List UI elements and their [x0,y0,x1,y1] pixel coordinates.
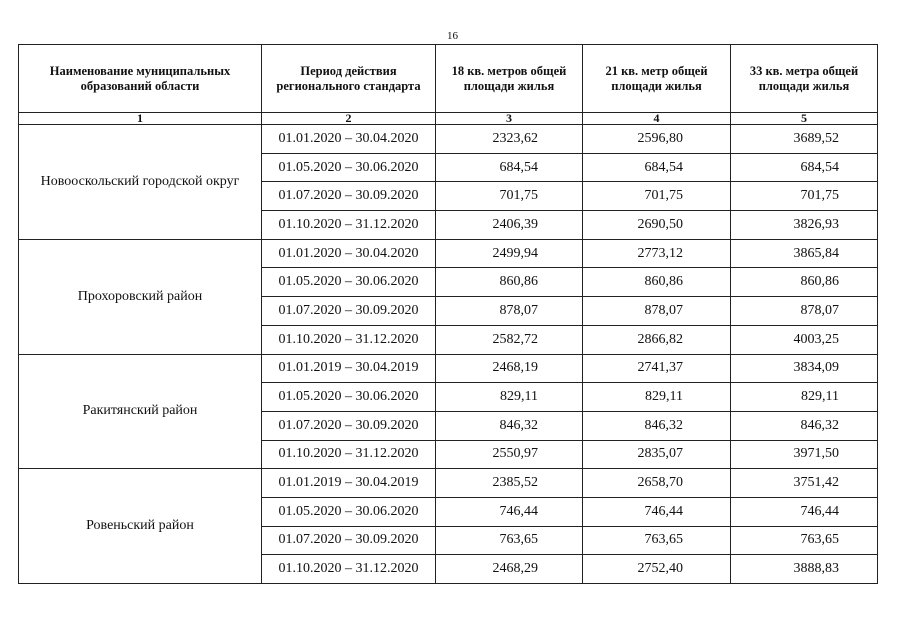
value-21sqm: 2866,82 [583,325,731,354]
value-18sqm: 829,11 [436,383,583,412]
value-33sqm: 3751,42 [731,469,878,498]
header-municipality: Наименование муниципальных образований области [19,45,262,113]
value-18sqm: 2323,62 [436,125,583,154]
column-number: 4 [583,113,731,125]
period-cell: 01.07.2020 – 30.09.2020 [262,411,436,440]
value-18sqm: 2582,72 [436,325,583,354]
period-cell: 01.05.2020 – 30.06.2020 [262,497,436,526]
page-number: 16 [447,30,458,42]
value-18sqm: 763,65 [436,526,583,555]
value-33sqm: 3971,50 [731,440,878,469]
column-number-row [19,113,878,125]
period-cell: 01.07.2020 – 30.09.2020 [262,182,436,211]
value-33sqm: 3689,52 [731,125,878,154]
header-21sqm: 21 кв. метр общей площади жилья [583,45,731,113]
municipality-name: Новооскольский городской округ [19,125,262,240]
table-row [19,469,878,498]
value-21sqm: 860,86 [583,268,731,297]
column-number: 2 [262,113,436,125]
header-period: Период действия регионального стандарта [262,45,436,113]
value-18sqm: 2406,39 [436,211,583,240]
value-21sqm: 684,54 [583,153,731,182]
value-21sqm: 746,44 [583,497,731,526]
value-18sqm: 2499,94 [436,239,583,268]
value-21sqm: 2835,07 [583,440,731,469]
period-cell: 01.10.2020 – 31.12.2020 [262,555,436,584]
period-cell: 01.07.2020 – 30.09.2020 [262,526,436,555]
period-cell: 01.05.2020 – 30.06.2020 [262,383,436,412]
value-18sqm: 684,54 [436,153,583,182]
value-18sqm: 860,86 [436,268,583,297]
value-33sqm: 860,86 [731,268,878,297]
value-33sqm: 3834,09 [731,354,878,383]
period-cell: 01.10.2020 – 31.12.2020 [262,325,436,354]
municipality-name: Ракитянский район [19,354,262,469]
period-cell: 01.10.2020 – 31.12.2020 [262,440,436,469]
period-cell: 01.07.2020 – 30.09.2020 [262,297,436,326]
header-18sqm: 18 кв. метров общей площади жилья [436,45,583,113]
value-21sqm: 2773,12 [583,239,731,268]
table-row [19,239,878,268]
value-18sqm: 2468,29 [436,555,583,584]
value-33sqm: 763,65 [731,526,878,555]
value-21sqm: 763,65 [583,526,731,555]
period-cell: 01.01.2019 – 30.04.2019 [262,354,436,383]
value-21sqm: 2658,70 [583,469,731,498]
value-21sqm: 846,32 [583,411,731,440]
value-33sqm: 878,07 [731,297,878,326]
housing-standard-table [18,44,878,584]
value-21sqm: 2752,40 [583,555,731,584]
value-33sqm: 4003,25 [731,325,878,354]
value-21sqm: 878,07 [583,297,731,326]
value-21sqm: 829,11 [583,383,731,412]
value-33sqm: 701,75 [731,182,878,211]
period-cell: 01.10.2020 – 31.12.2020 [262,211,436,240]
value-33sqm: 684,54 [731,153,878,182]
period-cell: 01.05.2020 – 30.06.2020 [262,153,436,182]
value-18sqm: 2385,52 [436,469,583,498]
header-row [19,45,878,113]
value-18sqm: 746,44 [436,497,583,526]
municipality-name: Прохоровский район [19,239,262,354]
column-number: 5 [731,113,878,125]
period-cell: 01.01.2020 – 30.04.2020 [262,239,436,268]
value-18sqm: 2550,97 [436,440,583,469]
value-33sqm: 3826,93 [731,211,878,240]
period-cell: 01.01.2020 – 30.04.2020 [262,125,436,154]
value-21sqm: 2596,80 [583,125,731,154]
value-33sqm: 846,32 [731,411,878,440]
value-18sqm: 701,75 [436,182,583,211]
period-cell: 01.01.2019 – 30.04.2019 [262,469,436,498]
value-21sqm: 2741,37 [583,354,731,383]
value-33sqm: 3865,84 [731,239,878,268]
value-18sqm: 846,32 [436,411,583,440]
value-33sqm: 746,44 [731,497,878,526]
table-row [19,125,878,154]
value-21sqm: 701,75 [583,182,731,211]
value-33sqm: 829,11 [731,383,878,412]
column-number: 1 [19,113,262,125]
header-33sqm: 33 кв. метра общей площади жилья [731,45,878,113]
value-18sqm: 2468,19 [436,354,583,383]
table-row [19,354,878,383]
municipality-name: Ровеньский район [19,469,262,584]
value-18sqm: 878,07 [436,297,583,326]
period-cell: 01.05.2020 – 30.06.2020 [262,268,436,297]
value-33sqm: 3888,83 [731,555,878,584]
column-number: 3 [436,113,583,125]
value-21sqm: 2690,50 [583,211,731,240]
